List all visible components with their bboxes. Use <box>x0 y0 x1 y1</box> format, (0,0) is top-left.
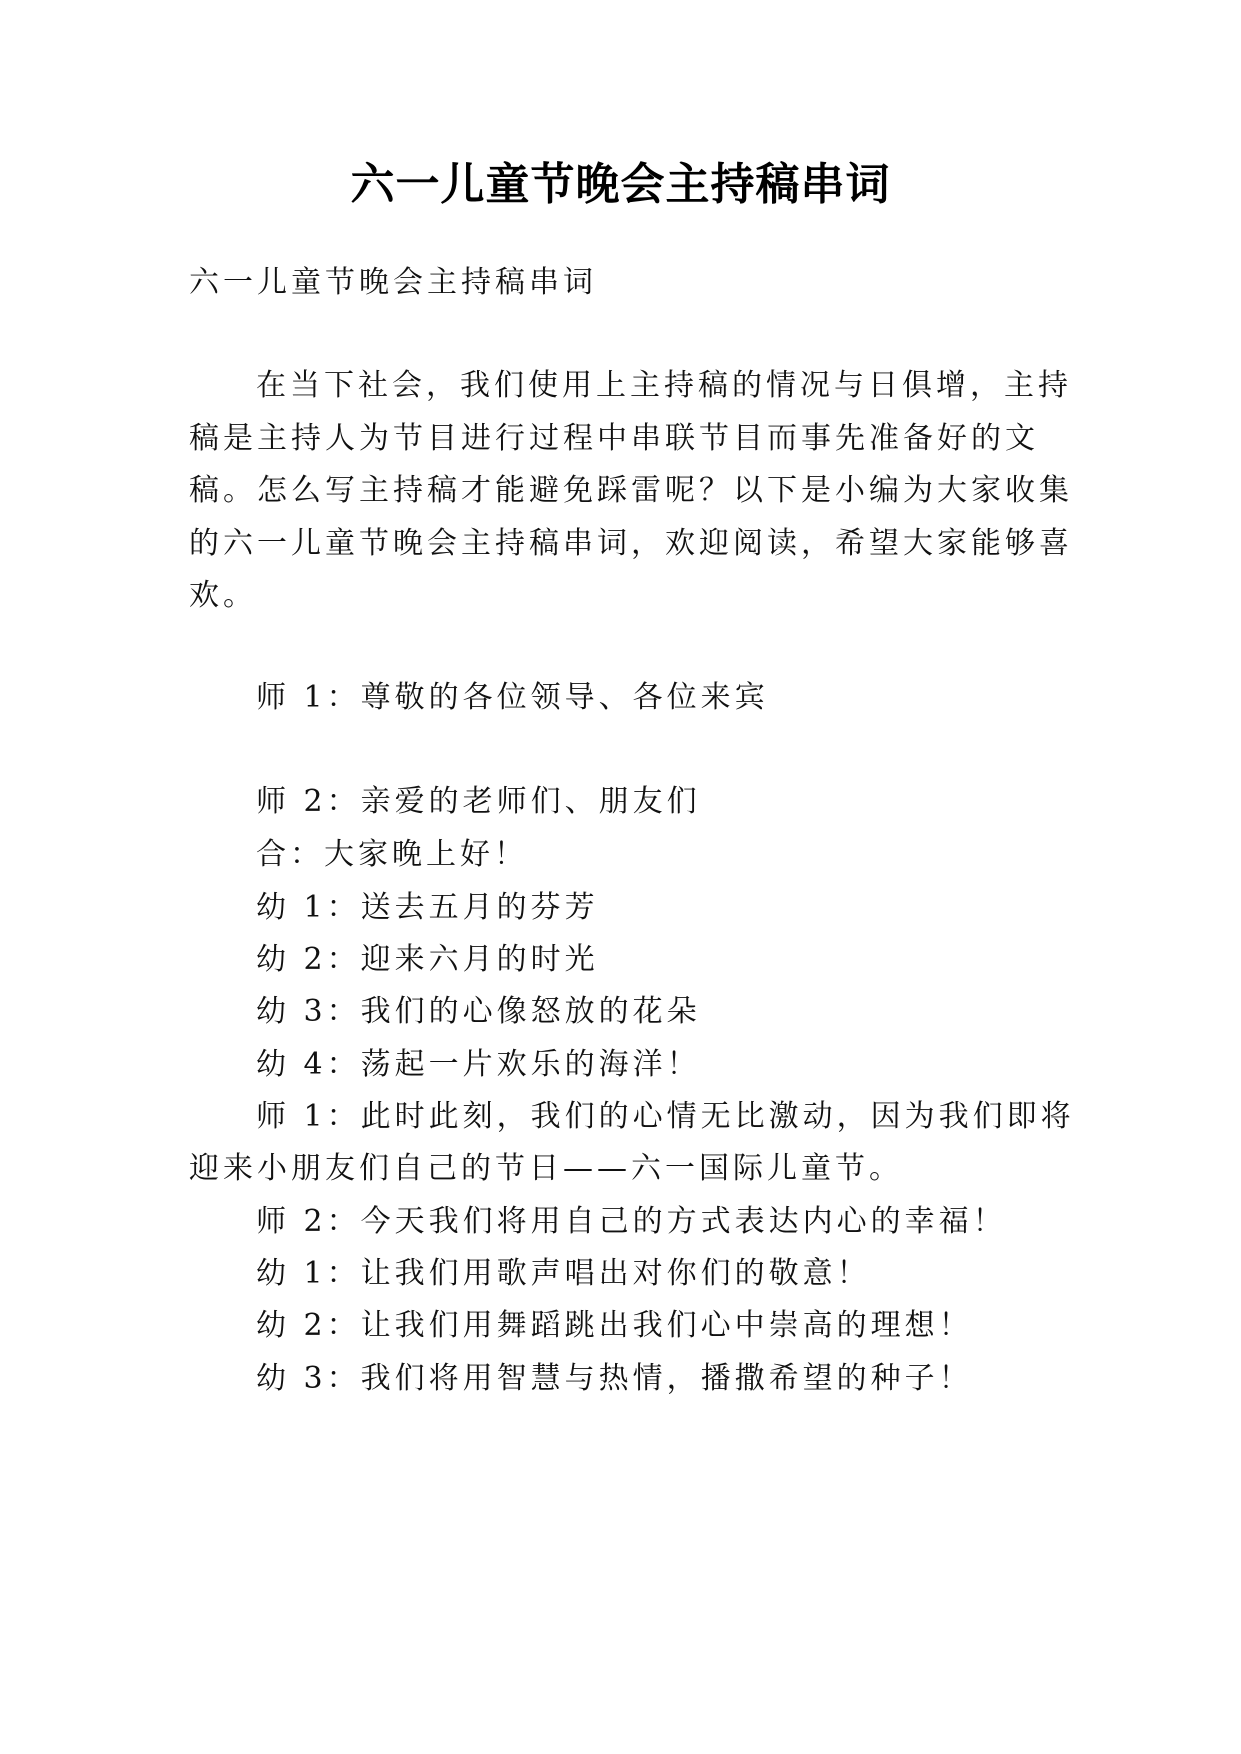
intro-line: 的六一儿童节晚会主持稿串词，欢迎阅读，希望大家能够喜 <box>189 526 1073 561</box>
intro-line: 在当下社会，我们使用上主持稿的情况与日俱增，主持 <box>256 368 1072 403</box>
script-line: 师 2：亲爱的老师们、朋友们 <box>256 784 701 819</box>
script-line: 师 2：今天我们将用自己的方式表达内心的幸福！ <box>256 1204 1007 1239</box>
script-line: 迎来小朋友们自己的节日——六一国际儿童节。 <box>189 1151 903 1186</box>
intro-line: 欢。 <box>189 578 257 613</box>
script-line: 幼 1：让我们用歌声唱出对你们的敬意！ <box>256 1256 871 1291</box>
intro-line: 稿。怎么写主持稿才能避免踩雷呢？以下是小编为大家收集 <box>189 473 1073 508</box>
script-line: 师 1：此时此刻，我们的心情无比激动，因为我们即将 <box>256 1099 1075 1134</box>
script-line: 幼 2：迎来六月的时光 <box>256 942 599 977</box>
script-line: 合：大家晚上好！ <box>256 837 528 872</box>
script-line: 幼 4：荡起一片欢乐的海洋！ <box>256 1047 701 1082</box>
document-subtitle: 六一儿童节晚会主持稿串词 <box>189 265 597 300</box>
script-line: 师 1：尊敬的各位领导、各位来宾 <box>256 680 769 715</box>
script-line: 幼 1：送去五月的芬芳 <box>256 890 599 925</box>
document-title: 六一儿童节晚会主持稿串词 <box>350 159 891 210</box>
intro-line: 稿是主持人为节目进行过程中串联节目而事先准备好的文 <box>189 421 1039 456</box>
script-line: 幼 3：我们的心像怒放的花朵 <box>256 994 701 1029</box>
script-line: 幼 3：我们将用智慧与热情，播撒希望的种子！ <box>256 1361 973 1396</box>
script-line: 幼 2：让我们用舞蹈跳出我们心中崇高的理想！ <box>256 1308 973 1343</box>
